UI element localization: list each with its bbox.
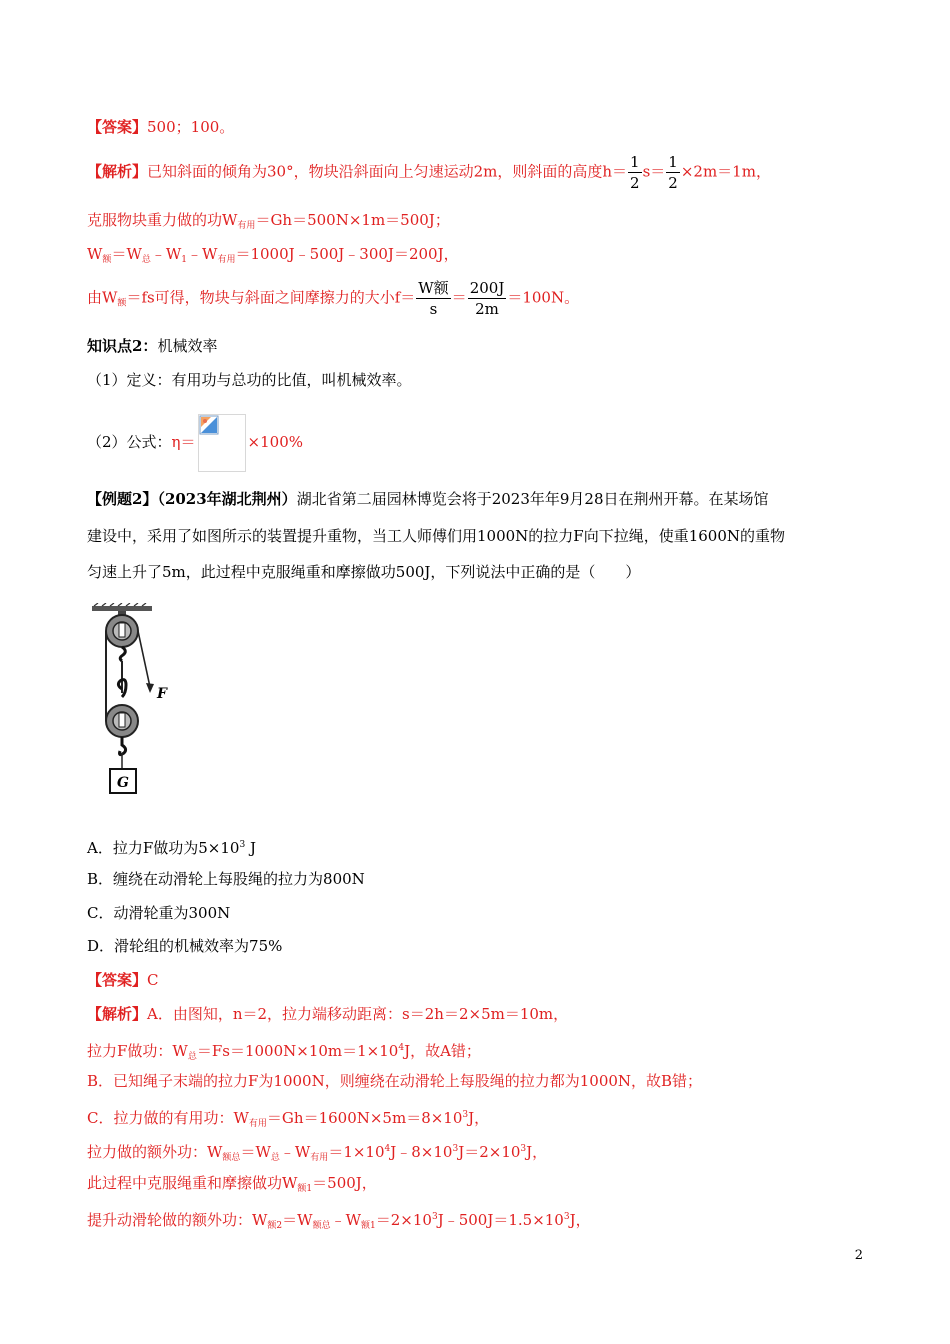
fraction-w-over-s: $\frac{\text{W额}}{s}$: [418, 279, 449, 318]
analysis-2-line-c: B．已知绳子末端的拉力F为1000N，则缠绕在动滑轮上每股绳的拉力都为1000N，故B错；: [87, 1072, 703, 1090]
option-d: D．滑轮组的机械效率为75%: [87, 937, 283, 955]
analysis-2-line-b: 拉力F做功：$W_总=Fs=1000N\times 10m=1\times 10^4J$，故A错；: [87, 1042, 481, 1062]
analysis-2-line-e: 拉力做的额外功：$W_{额总}=W_总﹣W_{有用}=1\times 10^4J﹣8\times 10^3J=2\times 10^3J$，: [87, 1143, 548, 1163]
knowledge-point-2-formula: （2）公式：η＝ ×100%: [87, 414, 303, 470]
force-label: F: [157, 686, 167, 702]
analysis-2-line-d: C．拉力做的有用功：$W_{有用}=Gh=1600N\times 5m=8\times 10^3J$，: [87, 1109, 490, 1129]
option-c: C．动滑轮重为300N: [87, 904, 231, 922]
analysis-1-line-2: 克服物块重力做的功$W_{有用}=Gh=500N\times 1m=500J$；: [87, 211, 450, 231]
pull-rope: [138, 631, 150, 687]
analysis-1-line-3: $W_额=W_总﹣W_1﹣W_{有用}=1000J﹣500J﹣300J=200J$，: [87, 245, 459, 265]
weight-label: G: [117, 775, 129, 791]
example-2-line-3: 匀速上升了5m，此过程中克服绳重和摩擦做功500J，下列说法中正确的是（ ）: [87, 563, 641, 581]
analysis-text: 已知斜面的倾角为30°，物块沿斜面向上匀速运动2m，则斜面的高度h＝: [147, 162, 628, 181]
answer-2: 【答案】C: [87, 971, 159, 989]
fraction-half: $\frac{1}{2}$: [668, 153, 678, 192]
option-b: B．缠绕在动滑轮上每股绳的拉力为800N: [87, 870, 365, 888]
ceiling: [92, 606, 152, 611]
force-arrow-icon: [146, 683, 154, 693]
answer-tag: 【答案】: [87, 118, 148, 136]
example-2-line-1: 【例题2】（2023年湖北荆州）湖北省第二届园林博览会将于2023年年9月28日在荆州开幕。在某场馆: [87, 490, 769, 508]
fraction-200j-over-2m: $\frac{200J}{2m}$: [469, 279, 505, 318]
analysis-1-line-4: 由$W_额=fs$可得，物块与斜面之间摩擦力的大小f＝ $\frac{\text{W额}}{s}$ ＝ $\frac{200J}{2m}$ ＝100N。: [87, 279, 580, 318]
broken-image-icon: [198, 414, 246, 472]
example-2-line-2: 建设中，采用了如图所示的装置提升重物，当工人师傅们用1000N的拉力F向下拉绳，使重1600N的重物: [87, 527, 786, 545]
knowledge-point-2-definition: （1）定义：有用功与总功的比值，叫机械效率。: [87, 371, 412, 389]
page-number: 2: [854, 1248, 863, 1263]
analysis-2-line-g: 提升动滑轮做的额外功：$W_{额2}=W_{额总}﹣W_{额1}=2\times 10^3J﹣500J=1.5\times 10^3J$，: [87, 1211, 591, 1231]
pulley-system-figure: [90, 603, 180, 801]
analysis-1-line-1: 【解析】已知斜面的倾角为30°，物块沿斜面向上匀速运动2m，则斜面的高度h＝ $\frac{1}{2}$ s＝ $\frac{1}{2}$ ×2m＝1m，: [87, 153, 771, 192]
fraction-half: $\frac{1}{2}$: [630, 153, 640, 192]
answer-text: 500；100。: [147, 118, 235, 136]
analysis-2-line-a: 【解析】A．由图知，n＝2，拉力端移动距离：s＝2h＝2×5m＝10m，: [87, 1005, 569, 1023]
answer-1: [87, 117, 234, 137]
analysis-tag: 【解析】: [87, 162, 148, 181]
analysis-2-line-f: 此过程中克服绳重和摩擦做功$W_{额1}=500J$，: [87, 1174, 377, 1194]
option-a: A．拉力F做功为$5\times 10^3$ J: [87, 839, 256, 857]
knowledge-point-2-title: 知识点2：机械效率: [87, 337, 218, 355]
